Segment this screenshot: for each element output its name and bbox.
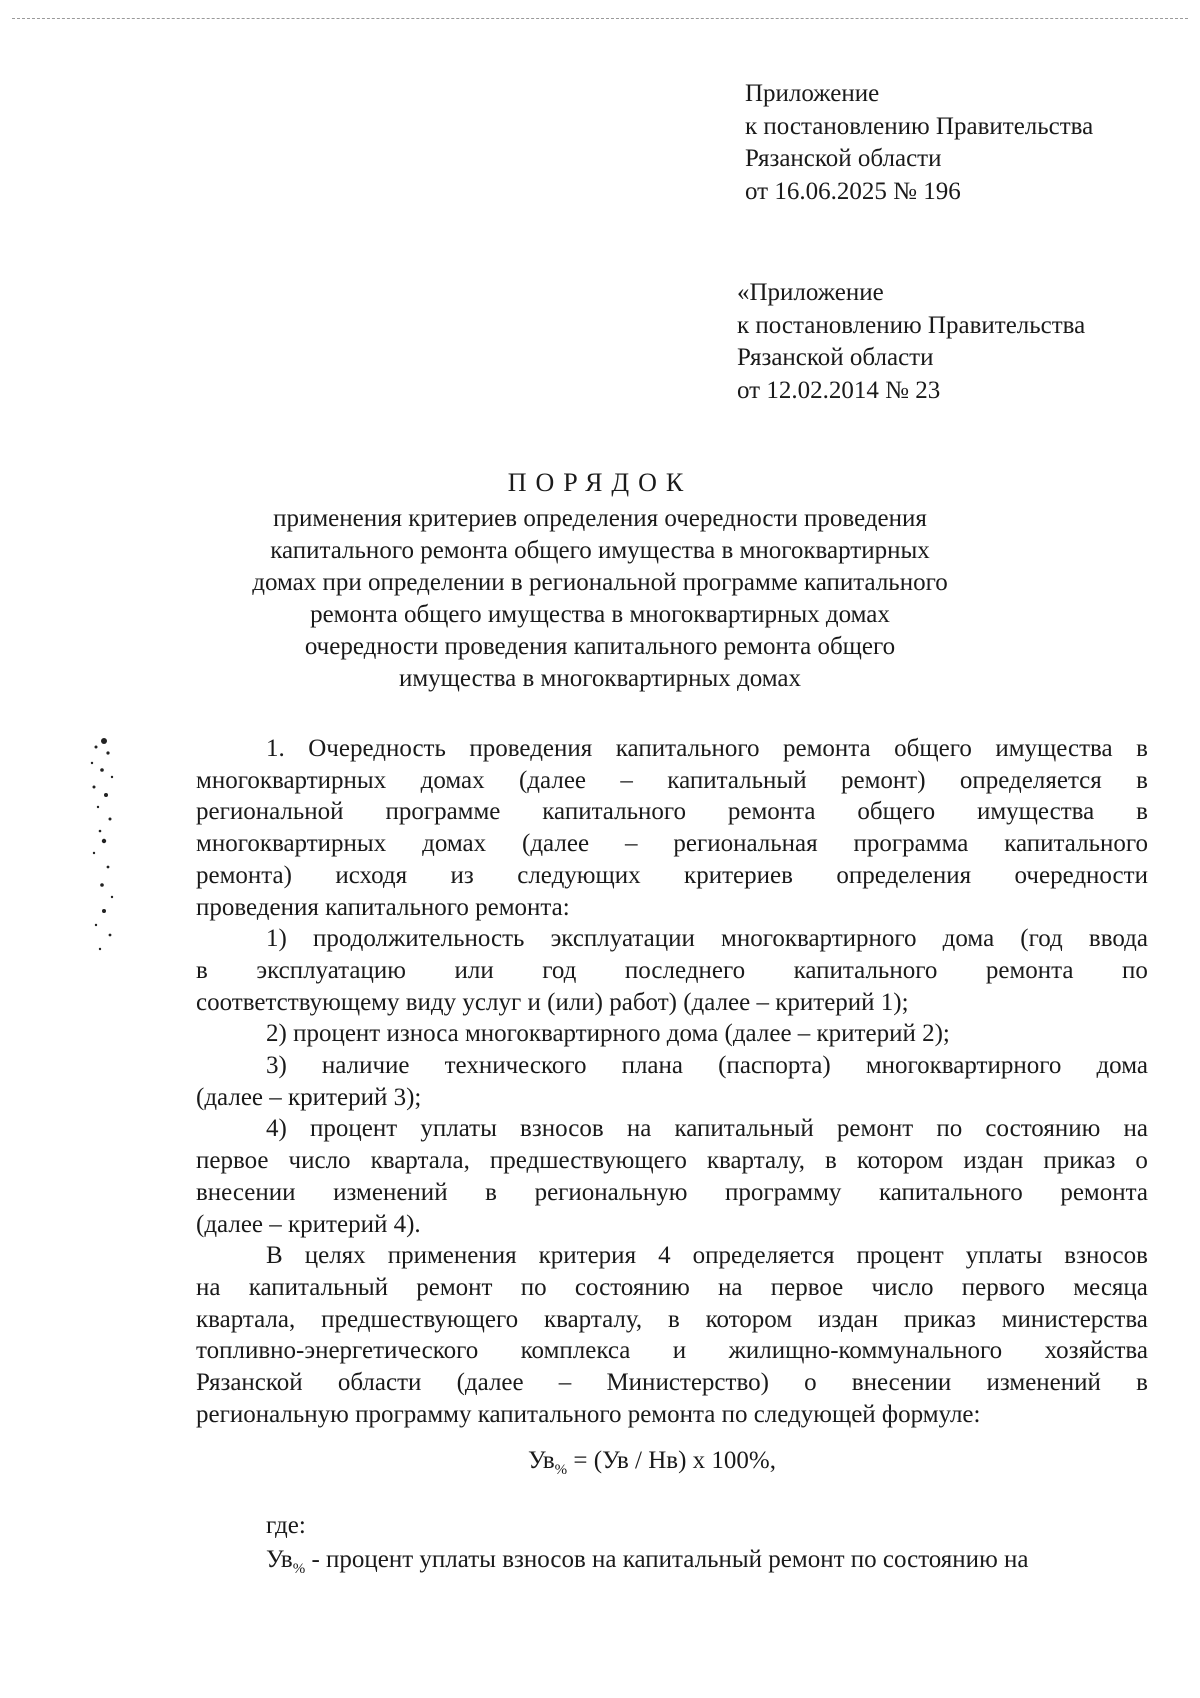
body-word: (далее [522,830,590,858]
body-word: наличие [321,1052,410,1080]
approval-line: от 12.02.2014 № 23 [737,376,941,404]
body-word: многоквартирного [721,925,917,953]
body-text [196,733,1148,1430]
body-word: многоквартирных [196,766,387,794]
body-word: о [1135,1147,1148,1175]
body-word: Министерство) [606,1369,769,1397]
body-word: кварталу, [706,1147,806,1175]
subtitle-line: очередности проведения капитального ремонта общего [304,633,896,660]
body-word: ремонта) [196,861,292,889]
body-word: в [825,1147,837,1175]
formula-expression: = (Ув / Нв) х 100%, [567,1447,776,1475]
body-line [196,1177,1148,1209]
approval-line: к постановлению Правительства [737,311,1086,339]
body-word: многоквартирного [865,1052,1062,1080]
body-line [196,1335,1148,1367]
approval-line: Приложение [745,80,880,107]
body-word: (паспорта) [718,1052,831,1080]
body-line [196,955,1148,987]
body-word: капитальный [667,766,807,794]
body-word: по [936,1115,963,1143]
body-word: домах [422,830,487,858]
body-word: ремонта [783,735,871,762]
body-word: по [1122,956,1148,984]
approval-line: Рязанской области [737,344,934,371]
body-word: котором [856,1147,944,1175]
body-word: год [542,956,577,984]
definition-line [196,1544,1148,1586]
body-line [196,765,1148,797]
body-word: комплекса [520,1337,631,1365]
body-word: квартала, [370,1147,470,1175]
body-word: ремонта [985,956,1074,984]
body-word: жилищно-коммунального [728,1337,1003,1365]
body-word: в [667,1305,680,1333]
body-word: региональную [534,1178,688,1206]
body-line [196,860,1148,892]
body-word: на [626,1115,652,1143]
body-word: следующих [517,861,641,889]
body-word: (год [1020,925,1063,953]
body-word: в [1136,798,1148,826]
body-word: взносов [520,1115,604,1143]
body-word: изменений [986,1369,1101,1397]
body-word: – [558,1369,572,1397]
body-word: ремонт) [840,766,926,794]
subtitle-line: капитального ремонта общего имущества в многоквартирных [270,537,930,564]
body-word: определения [836,861,972,889]
body-word: число [871,1273,934,1301]
body-word: ремонт [416,1273,493,1301]
body-word: определяется [692,1242,835,1270]
body-word: дома [1096,1052,1148,1080]
body-word: капитальный [248,1273,389,1301]
body-line [196,1272,1148,1304]
body-word: капитального [879,1178,1023,1206]
body-word: состоянию [574,1273,690,1301]
body-word: имущества [995,735,1113,762]
body-word: 4) [266,1115,287,1143]
body-line: региональную программу капитального ремонта по следующей формуле: [196,1400,981,1428]
document-subtitle [200,503,1000,695]
body-word: Рязанской [196,1369,303,1397]
body-word: Очередность [308,735,446,762]
body-word: ремонта [727,798,816,826]
subtitle-line: домах при определении в региональной программе капитального [252,569,948,596]
body-word: региональной [196,798,344,826]
body-word: 3) [266,1052,287,1080]
body-word: в [1136,735,1148,762]
body-word: В [266,1242,283,1270]
body-word: общего [857,798,936,826]
body-word: в [1136,766,1148,794]
body-line [196,828,1148,860]
body-word: плана [621,1052,684,1080]
body-line [196,1367,1148,1399]
body-line [196,1240,1148,1272]
body-word: капитального [542,798,687,826]
definition-text: - процент уплаты взносов на капитальный ремонт по состоянию на [305,1545,1029,1573]
body-word: квартала, [196,1305,296,1333]
body-word: целях [304,1242,366,1270]
approval-line: Рязанской области [745,145,942,172]
body-word: 1) [266,925,287,953]
body-word: предшествующего [321,1305,519,1333]
approval-block-original [737,277,1085,407]
body-word: на [196,1273,221,1301]
body-word: капитального [793,956,938,984]
subtitle-line: применения критериев определения очередности проведения [273,505,927,532]
body-word: – [620,766,633,794]
body-word: области [337,1369,422,1397]
body-word: общего [894,735,972,762]
subtitle-line: имущества в многоквартирных домах [398,665,801,692]
body-word: о [804,1369,817,1397]
body-word: эксплуатации [550,925,695,953]
body-word: приказ [1043,1147,1116,1175]
formula [196,1430,1148,1510]
body-line [196,1050,1148,1082]
body-line: соответствующему виду услуг и (или) работ) (далее – критерий 1); [196,988,909,1016]
body-word: уплаты [965,1242,1043,1270]
body-word: издан [963,1147,1024,1175]
body-word: взносов [1064,1242,1148,1270]
scan-top-edge-line [12,18,1188,19]
body-word: капитального [615,735,760,762]
body-word: (далее [518,766,587,794]
body-word: изменений [333,1178,448,1206]
body-word: на [718,1273,743,1301]
document-body [196,733,1148,1586]
body-word: первое [196,1147,269,1175]
body-word: процент [856,1242,944,1270]
body-line [196,1145,1148,1177]
body-word: на [1123,1115,1148,1143]
body-word: программе [385,798,501,826]
body-word: – [624,830,638,858]
body-word: многоквартирных [196,830,387,858]
body-line: (далее – критерий 3); [196,1083,422,1111]
body-word: или [454,956,494,984]
definition-subscript: % [292,1560,306,1577]
body-word: проведения [469,735,593,762]
body-word: продолжительность [312,925,525,953]
body-word: очередности [1014,861,1148,889]
body-line [196,1113,1148,1145]
body-word: первое [770,1273,844,1301]
body-word: по [520,1273,547,1301]
body-word: из [450,861,474,889]
body-line [196,796,1148,828]
body-word: критериев [684,861,793,889]
body-word: критерия [538,1242,637,1270]
body-word: уплаты [420,1115,497,1143]
body-word: в [196,956,208,984]
body-word: (далее [456,1369,524,1397]
body-word: кварталу, [543,1305,643,1333]
body-word: внесении [851,1369,952,1397]
body-word: капитального [1004,830,1148,858]
approval-line: от 16.06.2025 № 196 [745,177,961,205]
body-word: котором [705,1305,793,1333]
body-word: процент [310,1115,398,1143]
formula-subscript: % [554,1462,568,1479]
body-word: дома [942,925,995,953]
approval-line: «Приложение [737,279,884,306]
body-word: топливно-энергетического [196,1337,479,1365]
body-word: в [1136,1369,1148,1397]
body-word: министерства [1001,1305,1148,1333]
document-title: ПОРЯДОК [507,468,693,497]
body-word: эксплуатацию [256,956,406,984]
body-line: проведения капитального ремонта: [196,893,570,921]
body-word: определяется [959,766,1102,794]
body-word: последнего [624,956,746,984]
body-word: число [288,1147,351,1175]
body-word: применения [387,1242,517,1270]
approval-block-current [745,78,1093,208]
body-word: состоянию [985,1115,1101,1143]
scan-noise-marks [74,735,124,965]
body-word: исходя [335,861,408,889]
body-line [196,733,1148,765]
body-word: технического [444,1052,587,1080]
body-word: хозяйства [1044,1337,1148,1365]
body-word: предшествующего [489,1147,687,1175]
body-word: ремонт [836,1115,914,1143]
body-word: в [485,1178,497,1206]
body-word: программу [725,1178,842,1206]
body-word: первого [961,1273,1046,1301]
body-word: 4 [658,1242,671,1270]
body-line: (далее – критерий 4). [196,1210,421,1238]
formula-symbol: Ув [527,1447,555,1475]
body-line [196,1304,1148,1336]
body-word: внесении [196,1178,296,1206]
body-word: капитальный [674,1115,814,1143]
body-word: ремонта [1060,1178,1148,1206]
body-word: домах [420,766,485,794]
body-word: ввода [1088,925,1148,953]
body-line: 2) процент износа многоквартирного дома (далее – критерий 2); [266,1020,950,1048]
body-word: издан [818,1305,879,1333]
definition-symbol: Ув [266,1545,293,1573]
body-word: имущества [976,798,1095,826]
body-word: приказ [903,1305,976,1333]
subtitle-line: ремонта общего имущества в многоквартирных домах [310,601,890,628]
body-word: программа [853,830,969,858]
approval-line: к постановлению Правительства [745,112,1094,140]
where-label: где: [266,1512,306,1540]
body-word: региональная [673,830,818,858]
body-word: 1. [266,735,285,762]
body-word: и [672,1337,687,1365]
body-word: месяца [1073,1273,1148,1301]
body-line [196,923,1148,955]
